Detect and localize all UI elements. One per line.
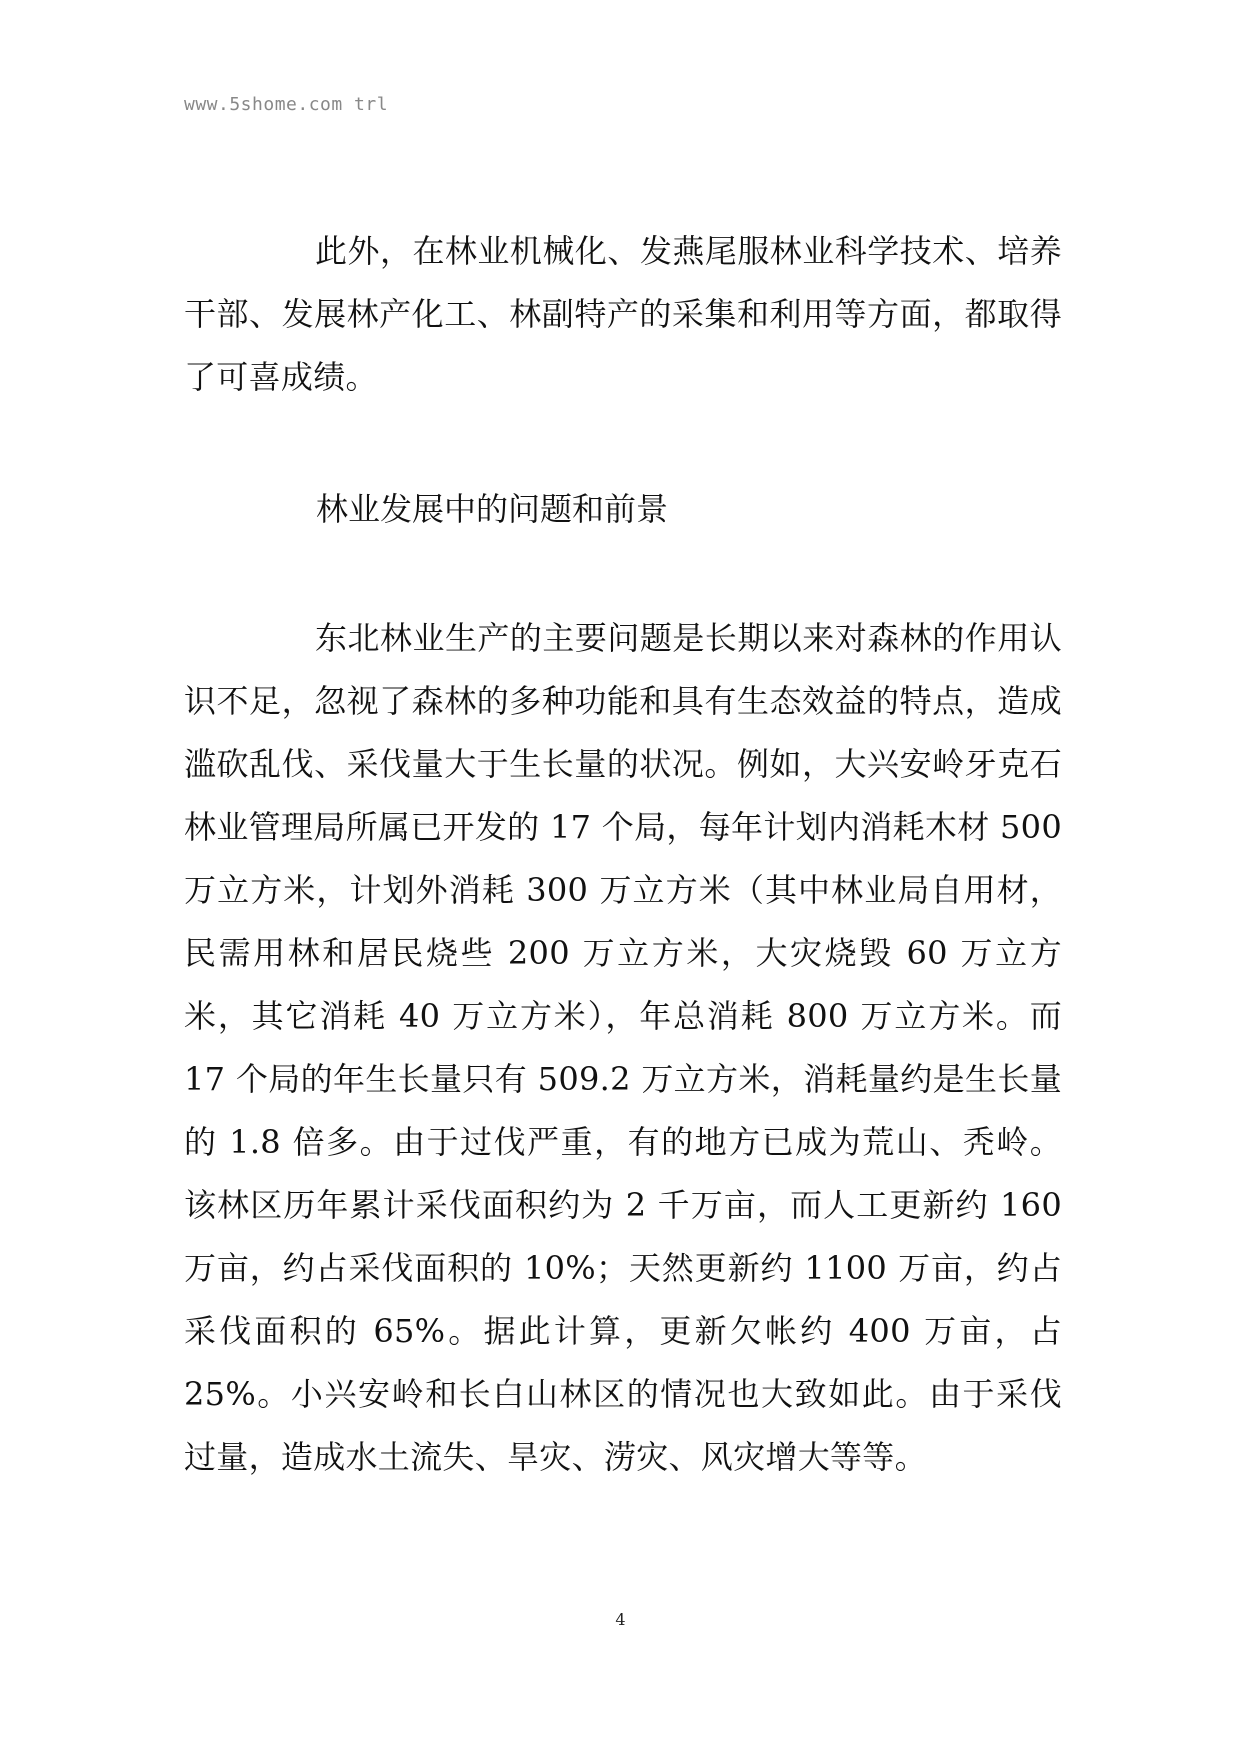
section-heading: 林业发展中的问题和前景 [316, 490, 669, 528]
page-number: 4 [615, 1610, 626, 1629]
header-url: www.5shome.com trl [184, 94, 389, 115]
paragraph-problems: 东北林业生产的主要问题是长期以来对森林的作用认识不足，忽视了森林的多种功能和具有生态效益的特点，造成滥砍乱伐、采伐量大于生长量的状况。例如，大兴安岭牙克石林业管理局所属已开发的 17 个局，每年计划内消耗木材 500 万立方米，计划外消耗 300 万立方米（其中林业局自用材，民需用林和居民烧些 200 万立方米，大灾烧毁 60 万立方米，其它消耗 40 万立方米），年总消耗 800 万立方米。而 17 个局的年生长量只有 509.2 万立方米，消耗量约是生长量的 1.8 倍多。由于过伐严重，有的地方已成为荒山、秃岭。该林区历年累计采伐面积约为 2 千万亩，而人工更新约 160 万亩，约占采伐面积的 10%；天然更新约 1100 万亩，约占采伐面积的 65%。据此计算，更新欠帐约 400 万亩，占 25%。小兴安岭和长白山林区的情况也大致如此。由于采伐过量，造成水土流失、旱灾、涝灾、风灾增大等等。 [184, 619, 1062, 1476]
paragraph-achievements: 此外，在林业机械化、发燕尾服林业科学技术、培养干部、发展林产化工、林副特产的采集和利用等方面，都取得了可喜成绩。 [184, 232, 1062, 396]
